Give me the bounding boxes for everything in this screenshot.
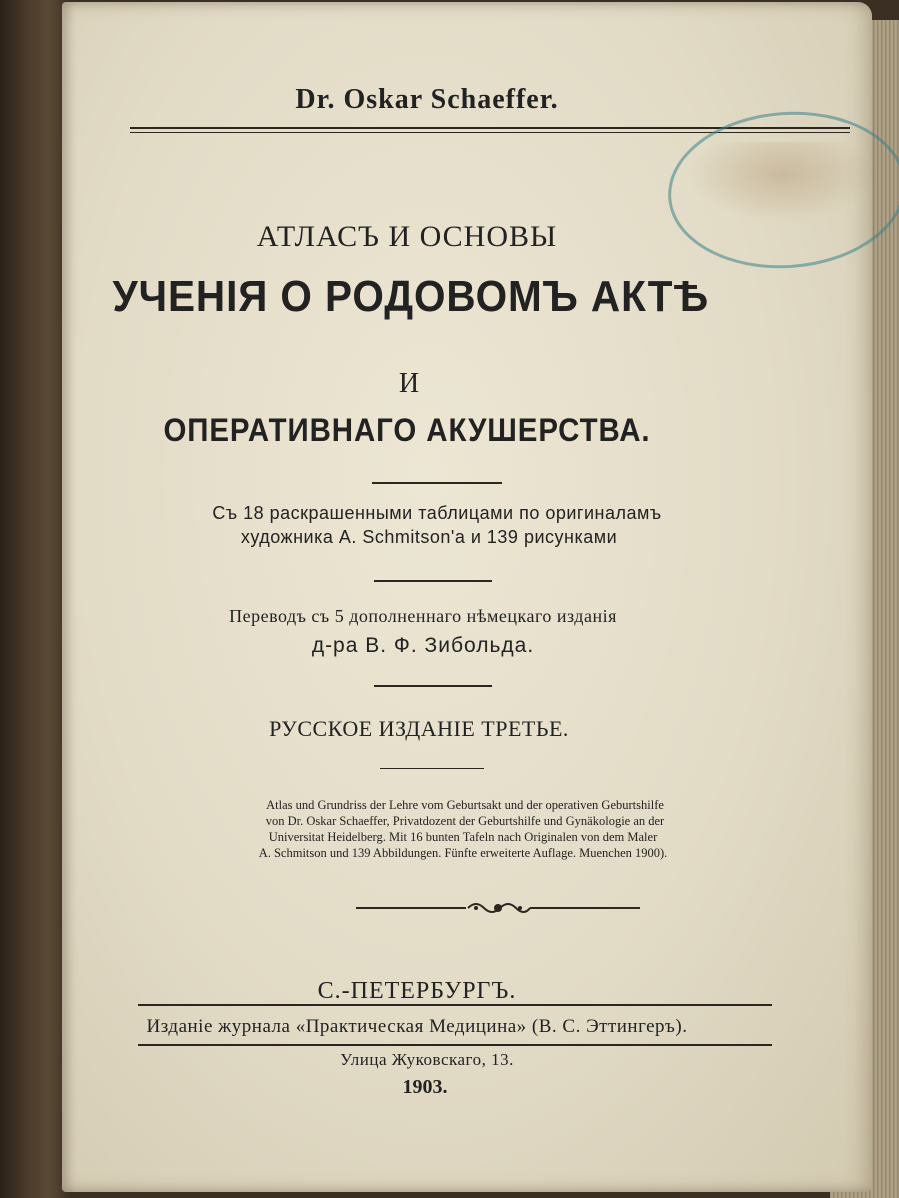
divider-2 — [374, 580, 492, 582]
ornament-divider — [356, 900, 640, 916]
address: Улица Жуковскаго, 13. — [340, 1050, 514, 1069]
title-and: И — [398, 368, 420, 399]
title-line-1: АТЛАСЪ И ОСНОВЫ — [256, 220, 558, 253]
publisher-rule-bottom — [138, 1044, 772, 1046]
publisher-rule-top — [138, 1004, 772, 1006]
divider-1 — [372, 482, 502, 484]
german-note-line-4: A. Schmitson und 139 Abbildungen. Fünfte erweiterte Auflage. Muenchen 1900). — [258, 846, 668, 860]
author-name: Dr. Oskar Schaeffer. — [295, 84, 559, 115]
title-line-3: ОПЕРАТИВНАГО АКУШЕРСТВА. — [163, 412, 651, 448]
divider-3 — [374, 685, 492, 687]
title-page — [62, 2, 872, 1192]
divider-4 — [380, 768, 484, 769]
translation-line-2: д-ра В. Ф. Зибольда. — [311, 634, 535, 657]
translation-line-1: Переводъ съ 5 дополненнаго нѣмецкаго изданія — [229, 606, 617, 626]
german-note-line-1: Atlas und Grundriss der Lehre vom Geburtsakt und der operativen Geburtshilfe — [266, 798, 664, 812]
title-main: УЧЕНІЯ О РОДОВОМЪ АКТѢ — [112, 272, 710, 321]
year: 1903. — [402, 1076, 448, 1098]
illustrations-line-2: художника А. Schmitson'a и 139 рисунками — [240, 527, 618, 547]
edition: РУССКОЕ ИЗДАНІЕ ТРЕТЬЕ. — [269, 716, 569, 741]
publisher: Изданіе журнала «Практическая Медицина» (В. С. Эттингеръ). — [146, 1016, 688, 1037]
german-note-line-3: Universitat Heidelberg. Mit 16 bunten Tafeln nach Originalen von dem Maler — [268, 830, 658, 844]
city: С.-ПЕТЕРБУРГЪ. — [317, 978, 517, 1004]
german-note-line-2: von Dr. Oskar Schaeffer, Privatdozent der Geburtshilfe und Gynäkologie an der — [265, 814, 665, 828]
illustrations-line-1: Съ 18 раскрашенными таблицами по оригиналамъ — [212, 503, 662, 523]
